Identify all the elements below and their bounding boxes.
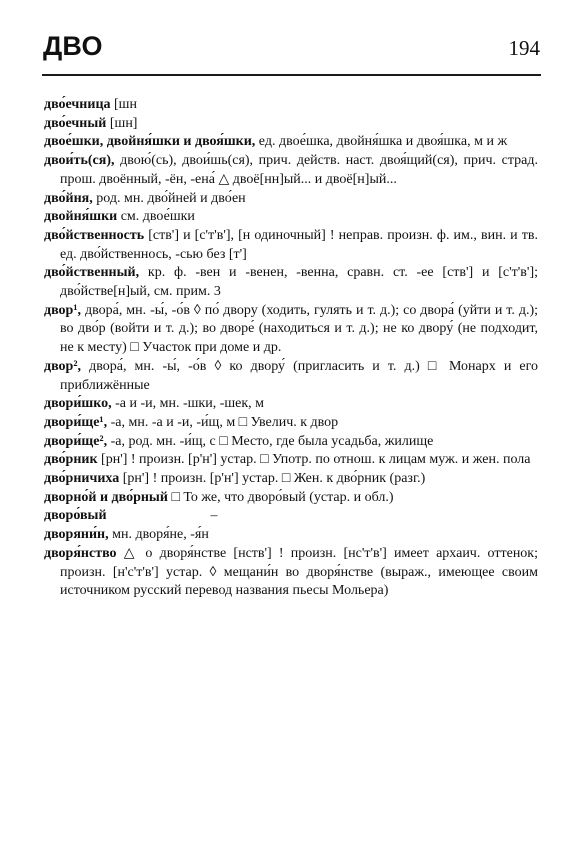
dictionary-entry: [44, 133, 538, 152]
dictionary-entry: [44, 526, 538, 545]
entry-body: [рн'] ! произн. [р'н'] устар. □ Жен. к дво́рник (разг.): [119, 471, 426, 487]
dictionary-entry: [44, 414, 538, 433]
dictionary-entry: [44, 395, 538, 414]
entry-body: -а, род. мн. -и́щ, с □ Место, где была усадьба, жилище: [107, 433, 434, 449]
dictionary-entry: [44, 96, 538, 115]
dictionary-entry: [44, 433, 538, 452]
entry-headword: дворо́вый: [44, 508, 107, 524]
entry-headword: дво́йственность: [44, 227, 145, 243]
entry-body: мн. дворя́не, -я́н: [108, 527, 209, 543]
entry-headword: дво́ечница: [44, 97, 111, 112]
entry-body: -а и -и, мн. -шки, -шек, м: [111, 396, 265, 412]
entry-body: [шн]: [106, 115, 138, 131]
entry-body: [шн: [110, 97, 137, 112]
entry-headword: двое́шки, двойня́шки и двоя́шки,: [44, 134, 256, 150]
entry-body: см. двое́шки: [117, 209, 195, 225]
entry-body: ед. двое́шка, двойня́шка и двоя́шка, м и ж: [255, 134, 508, 150]
entry-headword: двор¹,: [44, 302, 82, 318]
header-rule: [42, 74, 541, 76]
dictionary-entry: [44, 190, 538, 209]
entry-body: [рн'] ! произн. [р'н'] устар. □ Употр. по отнош. к лицам муж. и жен. пола: [97, 452, 531, 468]
dictionary-entry: [44, 358, 538, 395]
dictionary-entry: [44, 115, 538, 134]
entry-headword: дво́рничиха: [44, 471, 120, 487]
entry-body: -а, мн. -а и -и, -и́щ, м □ Увелич. к двор: [107, 414, 339, 430]
entry-headword: двои́ть(ся),: [44, 153, 115, 169]
dictionary-entry: [44, 545, 538, 601]
entry-headword: дворно́й и дво́рный: [44, 489, 168, 505]
entry-body: двора́, мн. -ы́, -о́в ◊ по́ двору (ходить, гулять и т. д.); со двора́ (уйти и т. д.); во дво́р (войти и т. д.); во дворе́ (находиться и т. д.); не ко двору́ (не подходит, не к месту) □ Участок при доме и др.: [60, 302, 538, 356]
entry-headword: дворя́нство: [44, 545, 117, 561]
dictionary-entry: [44, 489, 538, 508]
entry-headword: дворяни́н,: [44, 527, 109, 543]
entry-body: □ То же, что дворо́вый (устар. и обл.): [167, 489, 394, 505]
entry-body: род. мн. дво́йней и дво́ен: [92, 190, 246, 206]
entry-headword: двори́шко,: [44, 396, 112, 412]
entry-headword: двор²,: [44, 358, 82, 374]
dictionary-entry: [44, 451, 538, 470]
entry-body: △ о дворя́нстве [нств'] ! произн. [нс'т'в'] имеет архаич. оттенок; произн. [н'с'т'в'] устар. ◊ мещани́н во дворя́нстве (выраж., имеющее своим источником русский перевод названия пьесы Мольера): [60, 545, 538, 599]
entry-headword: двори́ще²,: [44, 433, 108, 449]
dictionary-entry: [44, 208, 538, 227]
running-head: ДВО: [43, 31, 103, 61]
dictionary-entry: [44, 152, 538, 189]
entry-headword: дво́йственный,: [44, 265, 140, 281]
entry-body: двою́(сь), двои́шь(ся), прич. действ. наст. двоя́щий(ся), прич. страд. прош. двоённый, -ён, -ена́ △ двоё[нн]ый... и двоё[н]ый...: [60, 153, 538, 187]
entry-body: кр. ф. -вен и -венен, -венна, сравн. ст. -ее [ств'] и [с'т'в']; дво́йстве[н]ый, см. прим. 3: [60, 265, 538, 300]
entry-body: двора́, мн. -ы́, -о́в ◊ ко двору́ (пригласить и т. д.) □ Монарх и его приближённые: [60, 358, 538, 393]
dictionary-entry: [44, 302, 538, 358]
entry-headword: двойня́шки: [44, 209, 118, 225]
dictionary-entry: [44, 470, 538, 489]
page-number: 194: [508, 36, 540, 60]
entry-body: [ств'] и [с'т'в'], [н одиночный] ! неправ. произн. ф. им., вин. и тв. ед. дво́йственнось, -сью без [т']: [60, 227, 538, 262]
entry-headword: дво́рник: [44, 452, 98, 468]
entry-headword: дво́йня,: [44, 190, 93, 206]
entry-headword: дво́ечный: [44, 115, 107, 131]
dictionary-entry: [44, 227, 538, 264]
dictionary-entry: дворо́вый –: [44, 508, 218, 524]
dictionary-entry: [44, 264, 538, 301]
dictionary-entry-list: [44, 96, 538, 601]
entry-headword: двори́ще¹,: [44, 414, 108, 430]
